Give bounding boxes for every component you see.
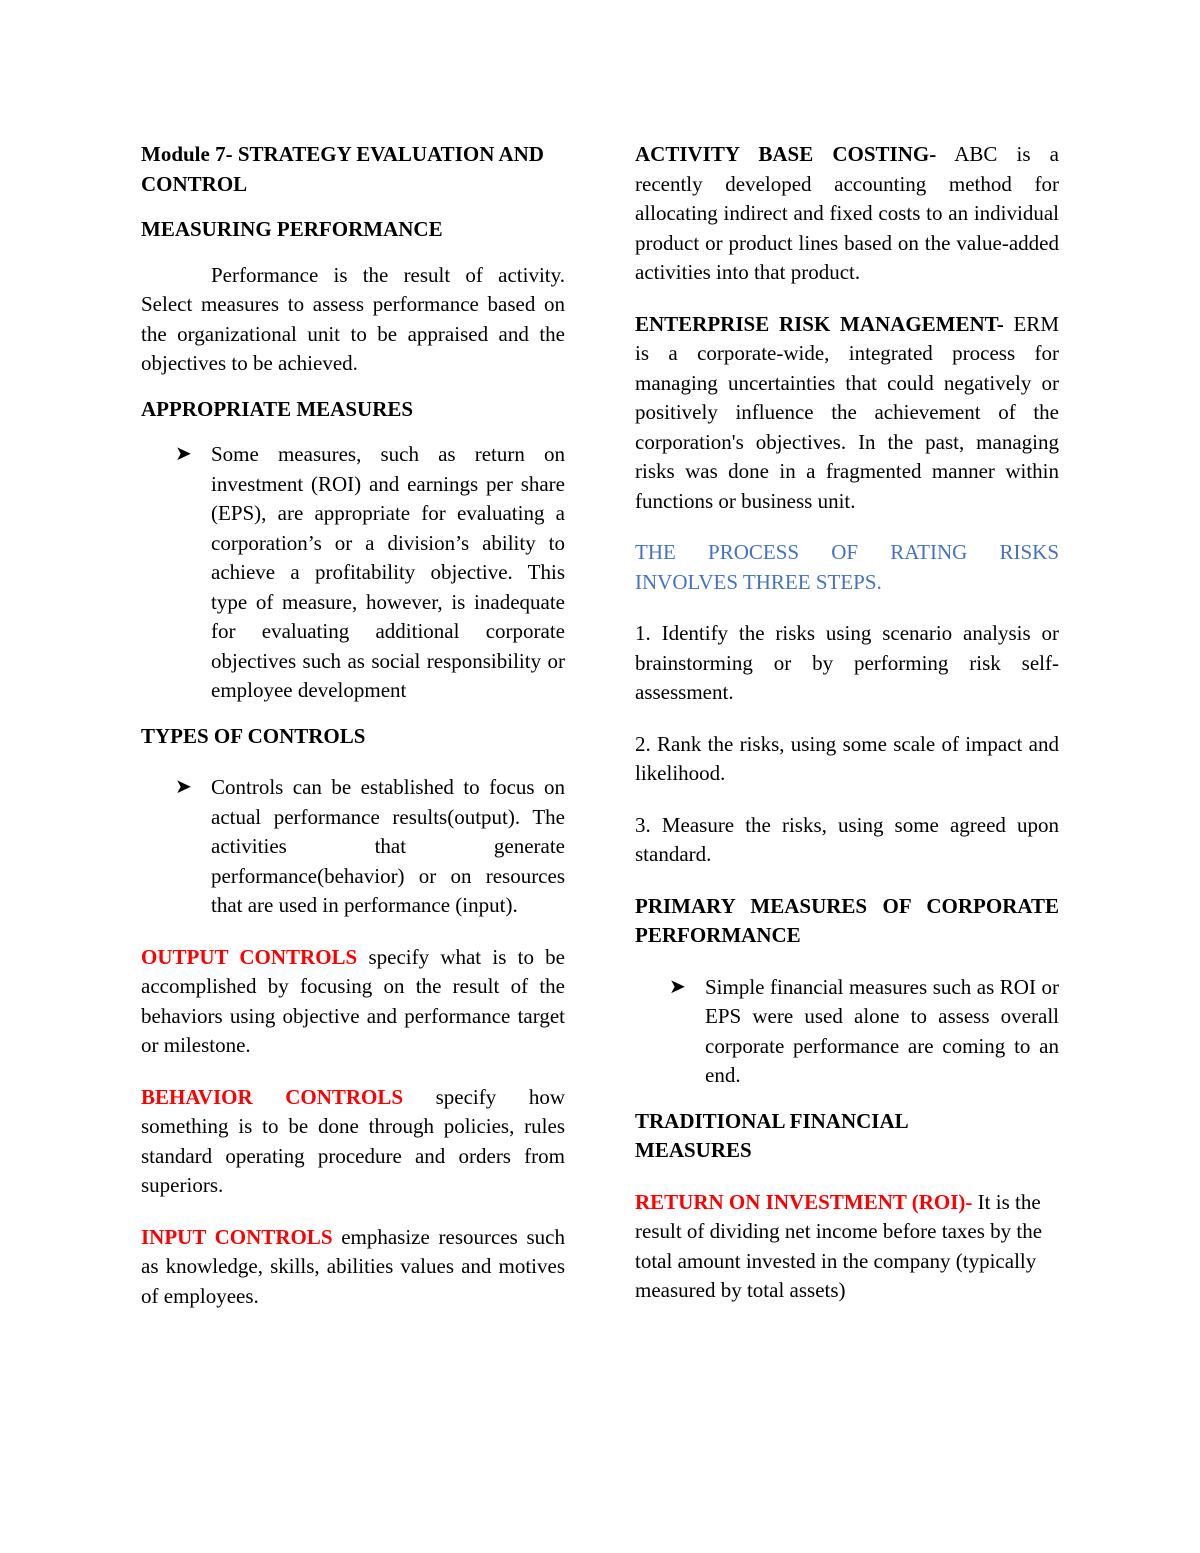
output-controls-text: specify what is to be accomplished by focusing on the result of the behaviors using objective and performance target or milestone. (141, 944, 565, 1057)
primary-measures-heading: PRIMARY MEASURES OF CORPORATE PERFORMANCE (635, 893, 1059, 947)
erm-term: ENTERPRISE RISK MANAGEMENT- (635, 311, 1004, 336)
types-of-controls-heading: TYPES OF CONTROLS (141, 723, 366, 748)
appropriate-measures-bullet (141, 440, 565, 706)
primary-measures-bullet-text: Simple financial measures such as ROI or EPS were used alone to assess overall corporate performance are coming to an end. (705, 974, 1059, 1087)
appropriate-measures-heading: APPROPRIATE MEASURES (141, 396, 414, 421)
module-title: Module 7- STRATEGY EVALUATION AND CONTROL (141, 142, 544, 196)
arrow-bullet-icon: ➤ (669, 975, 686, 998)
abc-text: ABC is a recently developed accounting method for allocating indirect and fixed costs to an individual product or product lines based on the value-added activities into that product. (635, 142, 1059, 284)
traditional-measures-heading: TRADITIONAL FINANCIAL MEASURES (635, 1108, 908, 1162)
risk-step-3: 3. Measure the risks, using some agreed upon standard. (635, 812, 1059, 866)
input-controls-term: INPUT CONTROLS (141, 1224, 333, 1249)
types-of-controls-bullet-text: Controls can be established to focus on actual performance results(output). The activities that generate performance(behavior) or on resources that are used in performance (input). (211, 775, 565, 917)
output-controls-paragraph (141, 943, 565, 1061)
left-column (141, 140, 565, 1327)
abc-paragraph (635, 140, 1059, 288)
risk-step-2: 2. Rank the risks, using some scale of impact and likelihood. (635, 731, 1059, 785)
behavior-controls-paragraph (141, 1083, 565, 1201)
erm-text: ERM is a corporate-wide, integrated process for managing uncertainties that could negatively or positively influence the achievement of the corporation's objectives. In the past, managing risks was done in a fragmented manner within functions or business unit. (635, 311, 1059, 513)
behavior-controls-term: BEHAVIOR CONTROLS (141, 1084, 404, 1109)
measuring-performance-text: Performance is the result of activity. Select measures to assess performance based on the organizational unit to be appraised and the objectives to be achieved. (141, 262, 565, 375)
output-controls-term: OUTPUT CONTROLS (141, 944, 358, 969)
input-controls-text: emphasize resources such as knowledge, skills, abilities values and motives of employees. (141, 1224, 565, 1308)
roi-paragraph (635, 1188, 1065, 1306)
measuring-performance-heading: MEASURING PERFORMANCE (141, 217, 443, 241)
abc-term: ACTIVITY BASE COSTING- (635, 142, 937, 166)
risk-step-1: 1. Identify the risks using scenario analysis or brainstorming or by performing risk self-assessment. (635, 621, 1059, 704)
behavior-controls-text: specify how something is to be done through policies, rules standard operating procedure and orders from superiors. (141, 1084, 565, 1197)
input-controls-paragraph (141, 1223, 565, 1312)
roi-term: RETURN ON INVESTMENT (ROI)- (635, 1189, 973, 1214)
types-of-controls-bullet (141, 773, 565, 921)
rating-risks-heading: THE PROCESS OF RATING RISKS INVOLVES THREE STEPS. (635, 540, 1059, 594)
primary-measures-bullet (635, 973, 1059, 1091)
arrow-bullet-icon: ➤ (175, 776, 192, 798)
arrow-bullet-icon: ➤ (175, 443, 192, 465)
appropriate-measures-bullet-text: Some measures, such as return on investment (ROI) and earnings per share (EPS), are appropriate for evaluating a corporation’s or a division’s ability to achieve a profitability objective. This type of measure, however, is inadequate for evaluating additional corporate objectives such as social responsibility or employee development (211, 442, 565, 702)
right-column (635, 140, 1059, 1322)
roi-text: It is the result of dividing net income before taxes by the total amount invested in the company (typically measured by total assets) (635, 1189, 1043, 1302)
erm-paragraph (635, 310, 1059, 517)
